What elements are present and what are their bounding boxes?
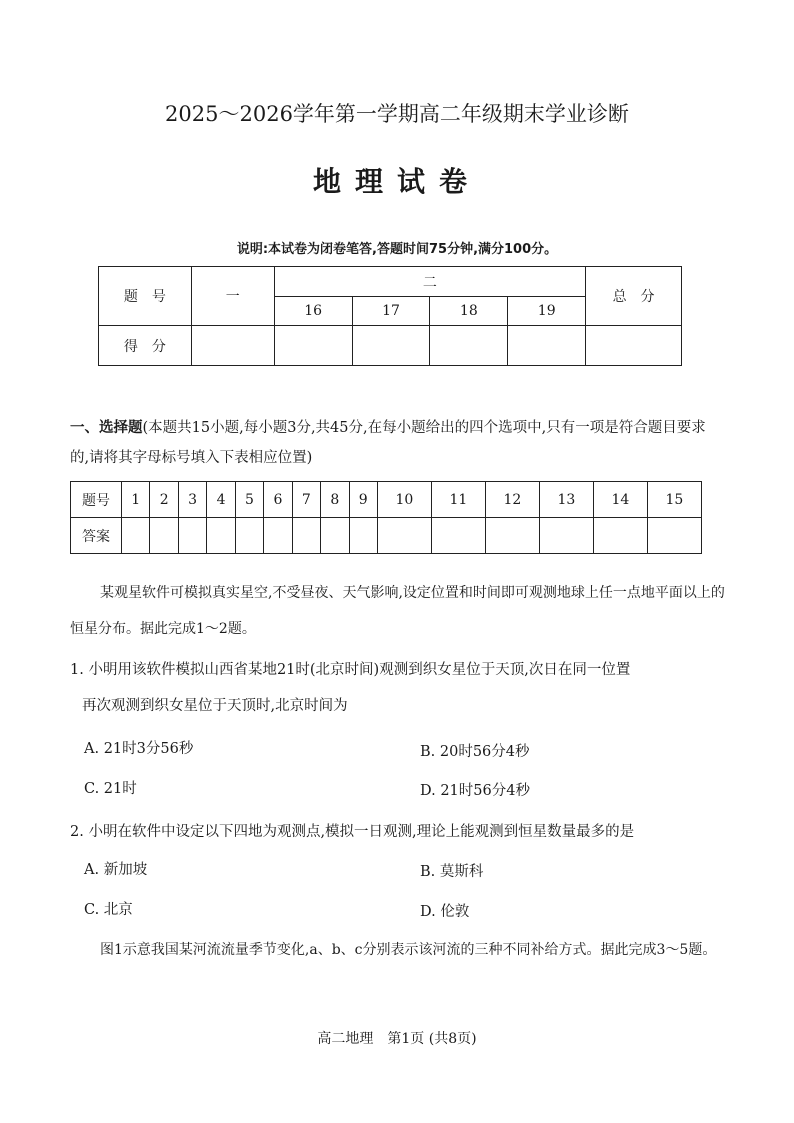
- score-cell[interactable]: [508, 326, 586, 366]
- exam-instructions: 说明:本试卷为闭卷笔答,答题时间75分钟,满分100分。: [236, 242, 558, 257]
- question-1-stem-line2: 再次观测到织女星位于天顶时,北京时间为: [82, 698, 348, 714]
- score-sub-18: 18: [430, 297, 508, 326]
- score-total: 总 分: [586, 267, 682, 326]
- score-table: [98, 266, 682, 366]
- question-2-option-d[interactable]: D. 伦敦: [420, 904, 470, 920]
- section1-text: (本题共15小题,每小题3分,共45分,在每小题给出的四个选项中,只有一项是符合题目要求的,请将其字母标号填入下表相应位置): [70, 420, 706, 466]
- score-sub-16: 16: [274, 297, 352, 326]
- answer-row2-label: 答案: [71, 518, 122, 554]
- answer-number-13: 13: [539, 482, 593, 518]
- passage-intro-2: 图1示意我国某河流流量季节变化,a、b、c分别表示该河流的三种不同补给方式。据此完成3～5题。: [100, 942, 717, 958]
- answer-number-10: 10: [377, 482, 431, 518]
- answer-cell-3[interactable]: [178, 518, 206, 554]
- question-1-option-d[interactable]: D. 21时56分4秒: [420, 783, 530, 799]
- score-cell[interactable]: [586, 326, 682, 366]
- score-part2: 二: [274, 267, 585, 297]
- subject-title: 地理试卷: [312, 165, 481, 198]
- section1-heading: 一、选择题: [70, 420, 143, 436]
- score-row1-label: 题 号: [99, 267, 192, 326]
- answer-number-8: 8: [321, 482, 349, 518]
- answer-number-5: 5: [235, 482, 263, 518]
- score-cell[interactable]: [191, 326, 274, 366]
- score-part1: 一: [191, 267, 274, 326]
- question-1-option-a[interactable]: A. 21时3分56秒: [84, 741, 194, 757]
- exam-title: 2025～2026学年第一学期高二年级期末学业诊断: [165, 102, 629, 126]
- score-sub-19: 19: [508, 297, 586, 326]
- answer-cell-10[interactable]: [377, 518, 431, 554]
- question-1-option-c[interactable]: C. 21时: [84, 781, 137, 797]
- answer-table: [70, 481, 702, 554]
- answer-cell-9[interactable]: [349, 518, 377, 554]
- answer-cell-1[interactable]: [122, 518, 150, 554]
- answer-number-7: 7: [292, 482, 320, 518]
- answer-cell-6[interactable]: [264, 518, 292, 554]
- score-row2-label: 得 分: [99, 326, 192, 366]
- answer-cell-14[interactable]: [593, 518, 647, 554]
- answer-row1-label: 题号: [71, 482, 122, 518]
- answer-number-15: 15: [647, 482, 701, 518]
- answer-cell-7[interactable]: [292, 518, 320, 554]
- answer-number-3: 3: [178, 482, 206, 518]
- passage-intro-1: 某观星软件可模拟真实星空,不受昼夜、天气影响,设定位置和时间即可观测地球上任一点地平面以上的恒星分布。据此完成1～2题。: [70, 585, 725, 637]
- question-2-option-b[interactable]: B. 莫斯科: [420, 864, 484, 880]
- question-2-stem: 2. 小明在软件中设定以下四地为观测点,模拟一日观测,理论上能观测到恒星数量最多的是: [70, 824, 635, 840]
- answer-cell-5[interactable]: [235, 518, 263, 554]
- answer-number-9: 9: [349, 482, 377, 518]
- page-footer: 高二地理 第1页 (共8页): [317, 1031, 477, 1047]
- section1-instructions: [70, 413, 720, 473]
- answer-cell-4[interactable]: [207, 518, 235, 554]
- question-2-option-a[interactable]: A. 新加坡: [84, 862, 148, 878]
- question-1-option-b[interactable]: B. 20时56分4秒: [420, 744, 530, 760]
- answer-cell-2[interactable]: [150, 518, 178, 554]
- question-1: [70, 652, 730, 724]
- answer-number-6: 6: [264, 482, 292, 518]
- answer-number-1: 1: [122, 482, 150, 518]
- answer-number-2: 2: [150, 482, 178, 518]
- question-2-option-c[interactable]: C. 北京: [84, 902, 133, 918]
- answer-cell-11[interactable]: [431, 518, 485, 554]
- score-sub-17: 17: [352, 297, 430, 326]
- score-cell[interactable]: [274, 326, 352, 366]
- answer-number-4: 4: [207, 482, 235, 518]
- answer-number-11: 11: [431, 482, 485, 518]
- answer-cell-15[interactable]: [647, 518, 701, 554]
- question-1-stem-line1: 1. 小明用该软件模拟山西省某地21时(北京时间)观测到织女星位于天顶,次日在同一位置: [70, 662, 631, 678]
- answer-cell-8[interactable]: [321, 518, 349, 554]
- answer-cell-13[interactable]: [539, 518, 593, 554]
- score-cell[interactable]: [430, 326, 508, 366]
- answer-number-12: 12: [485, 482, 539, 518]
- score-cell[interactable]: [352, 326, 430, 366]
- answer-number-14: 14: [593, 482, 647, 518]
- answer-cell-12[interactable]: [485, 518, 539, 554]
